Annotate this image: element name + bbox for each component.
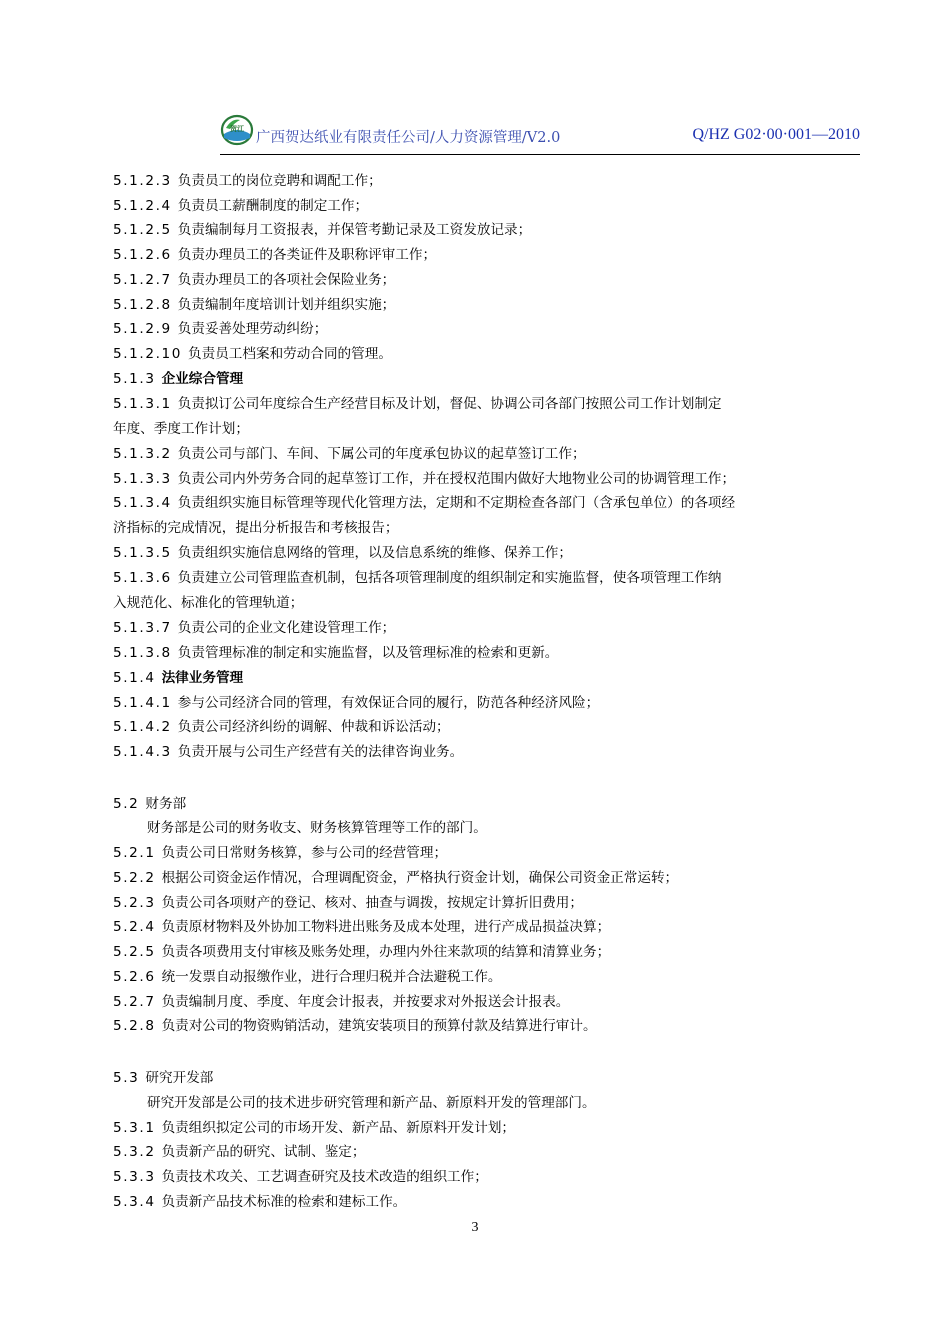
clause-number: 5.1.2.9 <box>113 321 172 337</box>
clause-text: 负责编制年度培训计划并组织实施； <box>177 297 396 313</box>
clause-text: 负责管理标准的制定和实施监督，以及管理标准的检索和更新。 <box>177 645 559 661</box>
clause-text: 负责办理员工的各项社会保险业务； <box>177 272 396 288</box>
text-line <box>113 1193 406 1211</box>
clause-number: 5.1.2.6 <box>113 247 172 263</box>
clause-text: 负责公司日常财务核算，参与公司的经营管理； <box>161 845 448 861</box>
clause-number: 5.2.6 <box>113 969 156 985</box>
text-line <box>113 869 678 887</box>
text-line <box>113 172 382 190</box>
company-logo <box>220 114 254 146</box>
text-line <box>113 271 395 289</box>
clause-number: 5.2.2 <box>113 870 156 886</box>
text-line <box>113 1168 488 1186</box>
clause-text: 负责办理员工的各类证件及职称评审工作； <box>177 247 437 263</box>
clause-number: 5.1.4.2 <box>113 719 172 735</box>
clause-text: 统一发票自动报缴作业，进行合理归税并合法避税工作。 <box>161 969 502 985</box>
clause-number: 5.1.3 <box>113 371 156 387</box>
text-line <box>113 594 303 612</box>
clause-text: 负责员工档案和劳动合同的管理。 <box>188 346 392 362</box>
clause-number: 5.1.3.4 <box>113 495 172 511</box>
page-number: 3 <box>471 1220 479 1235</box>
clause-number: 5.1.2.7 <box>113 272 172 288</box>
text-line <box>113 395 722 413</box>
clause-number: 5.1.3.6 <box>113 570 172 586</box>
clause-number: 5.1.2.10 <box>113 346 183 362</box>
clause-number: 5.3.4 <box>113 1194 156 1210</box>
clause-text: 参与公司经济合同的管理，有效保证合同的履行，防范各种经济风险； <box>177 695 600 711</box>
clause-number: 5.2.1 <box>113 845 156 861</box>
text-line <box>113 320 327 338</box>
clause-text: 入规范化、标准化的管理轨道； <box>113 595 304 611</box>
text-line <box>113 345 392 363</box>
clause-text: 研究开发部是公司的技术进步研究管理和新产品、新原料开发的管理部门。 <box>147 1095 596 1111</box>
document-code: Q/HZ G02·00·001—2010 <box>692 126 860 143</box>
clause-text: 负责编制每月工资报表，并保管考勤记录及工资发放记录； <box>177 222 532 238</box>
clause-number: 5.1.3.2 <box>113 446 172 462</box>
clause-text: 财务部是公司的财务收支、财务核算管理等工作的部门。 <box>147 820 487 836</box>
clause-text: 负责公司各项财产的登记、核对、抽查与调拨，按规定计算折旧费用； <box>161 895 583 911</box>
clause-text: 负责原材物料及外协加工物料进出账务及成本处理，进行产成品损益决算； <box>161 919 611 935</box>
clause-text: 负责妥善处理劳动纠纷； <box>177 321 328 337</box>
clause-number: 5.1.3.8 <box>113 645 172 661</box>
text-line <box>113 370 243 388</box>
clause-number: 5.3.3 <box>113 1169 156 1185</box>
clause-text: 负责对公司的物资购销活动，建筑安装项目的预算付款及结算进行审计。 <box>161 1018 597 1034</box>
text-line <box>113 1119 515 1137</box>
text-line <box>113 1069 213 1087</box>
text-line <box>113 844 447 862</box>
clause-number: 5.2.8 <box>113 1018 156 1034</box>
clause-text: 负责公司内外劳务合同的起草签订工作，并在授权范围内做好大地物业公司的协调管理工作； <box>177 471 736 487</box>
clause-number: 5.2.4 <box>113 919 156 935</box>
clause-text: 负责组织实施信息网络的管理，以及信息系统的维修、保养工作； <box>177 545 572 561</box>
clause-number: 5.1.3.1 <box>113 396 172 412</box>
clause-text: 负责员工的岗位竞聘和调配工作； <box>177 173 382 189</box>
text-line <box>113 968 501 986</box>
clause-number: 5.1.3.5 <box>113 545 172 561</box>
clause-number: 5.3.2 <box>113 1144 156 1160</box>
clause-text: 负责开展与公司生产经营有关的法律咨询业务。 <box>177 744 464 760</box>
clause-text: 负责新产品的研究、试制、鉴定； <box>161 1144 366 1160</box>
clause-text: 负责拟订公司年度综合生产经营目标及计划，督促、协调公司各部门按照公司工作计划制定 <box>177 396 722 412</box>
text-line <box>147 1094 596 1112</box>
clause-text: 财务部 <box>145 796 187 812</box>
header-title: 广西贺达纸业有限责任公司/人力资源管理/V2.0 <box>256 130 561 146</box>
text-line <box>113 694 599 712</box>
clause-number: 5.2.3 <box>113 895 156 911</box>
clause-text: 负责技术攻关、工艺调查研究及技术改造的组织工作； <box>161 1169 488 1185</box>
clause-number: 5.1.4.1 <box>113 695 172 711</box>
clause-text: 济指标的完成情况，提出分析报告和考核报告； <box>113 520 399 536</box>
text-line <box>113 519 398 537</box>
text-line <box>113 1017 597 1035</box>
text-line <box>113 619 395 637</box>
clause-text: 研究开发部 <box>145 1070 214 1086</box>
clause-text: 根据公司资金运作情况，合理调配资金，严格执行资金计划，确保公司资金正常运转； <box>161 870 679 886</box>
clause-text: 负责新产品技术标准的检索和建标工作。 <box>161 1194 407 1210</box>
page-header <box>220 114 860 155</box>
text-line <box>113 420 249 438</box>
text-line <box>113 894 583 912</box>
clause-number: 5.1.3.7 <box>113 620 172 636</box>
text-line <box>113 918 610 936</box>
text-line <box>113 494 735 512</box>
clause-text: 负责组织拟定公司的市场开发、新产品、新原料开发计划； <box>161 1120 516 1136</box>
clause-number: 5.2 <box>113 796 140 812</box>
clause-text: 负责员工薪酬制度的制定工作； <box>177 198 369 214</box>
clause-number: 5.1.4 <box>113 670 156 686</box>
text-line <box>113 197 368 215</box>
clause-text: 负责公司与部门、车间、下属公司的年度承包协议的起草签订工作； <box>177 446 586 462</box>
text-line <box>113 943 610 961</box>
logo-text: 贺江 <box>230 125 244 133</box>
text-line <box>113 795 186 813</box>
text-line <box>113 221 531 239</box>
clause-text: 负责各项费用支付审核及账务处理，办理内外往来款项的结算和清算业务； <box>161 944 611 960</box>
clause-number: 5.2.5 <box>113 944 156 960</box>
text-line <box>113 718 450 736</box>
text-line <box>113 470 735 488</box>
text-line <box>113 569 722 587</box>
clause-text: 负责编制月度、季度、年度会计报表，并按要求对外报送会计报表。 <box>161 994 570 1010</box>
text-line <box>113 445 586 463</box>
clause-number: 5.1.2.5 <box>113 222 172 238</box>
text-line <box>113 296 395 314</box>
clause-text: 负责建立公司管理监查机制，包括各项管理制度的组织制定和实施监督，使各项管理工作纳 <box>177 570 722 586</box>
clause-number: 5.1.2.8 <box>113 297 172 313</box>
text-line <box>113 993 569 1011</box>
text-line <box>113 544 572 562</box>
clause-number: 5.2.7 <box>113 994 156 1010</box>
clause-number: 5.1.2.4 <box>113 198 172 214</box>
text-line <box>113 644 558 662</box>
clause-text: 负责组织实施目标管理等现代化管理方法，定期和不定期检查各部门（含承包单位）的各项经 <box>177 495 736 511</box>
clause-number: 5.3 <box>113 1070 140 1086</box>
clause-number: 5.1.3.3 <box>113 471 172 487</box>
clause-text: 年度、季度工作计划； <box>113 421 249 437</box>
text-line <box>147 819 487 837</box>
text-line <box>113 246 436 264</box>
clause-text: 负责公司的企业文化建设管理工作； <box>177 620 396 636</box>
clause-number: 5.3.1 <box>113 1120 156 1136</box>
text-line <box>113 1143 366 1161</box>
clause-number: 5.1.4.3 <box>113 744 172 760</box>
clause-text: 法律业务管理 <box>161 670 244 686</box>
clause-text: 企业综合管理 <box>161 371 244 387</box>
text-line <box>113 669 243 687</box>
clause-number: 5.1.2.3 <box>113 173 172 189</box>
text-line <box>113 743 463 761</box>
clause-text: 负责公司经济纠纷的调解、仲裁和诉讼活动； <box>177 719 450 735</box>
